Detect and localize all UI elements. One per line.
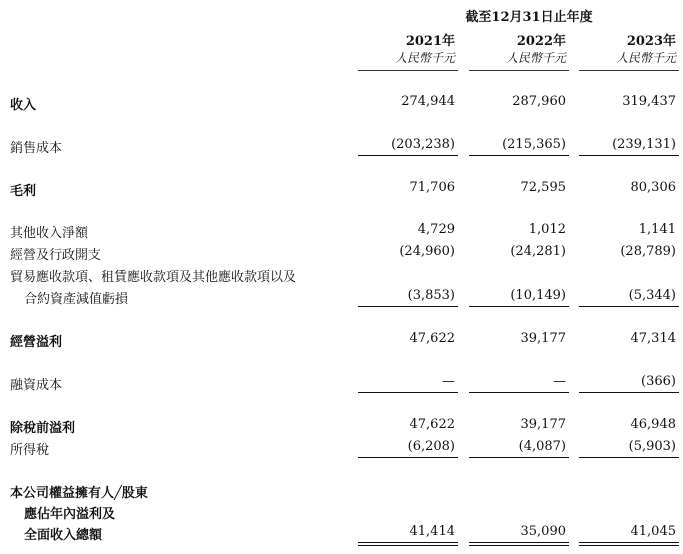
value-impairment-2021: (3,853): [407, 288, 455, 303]
value-other-income-2021: 4,729: [417, 222, 455, 237]
subtotal-rule: [358, 306, 458, 307]
value-finance-costs-2022: —: [553, 374, 566, 389]
value-total-comprehensive-income-2023: 41,045: [630, 524, 676, 539]
year-header-2022: 2022年: [516, 34, 566, 49]
period-header: 截至12月31日止年度: [465, 10, 593, 25]
total-double-rule: [469, 542, 569, 546]
value-operating-profit-2023: 47,314: [630, 331, 676, 346]
year-header-2023: 2023年: [626, 34, 676, 49]
value-income-tax-2021: (6,208): [407, 439, 455, 454]
value-revenue-2023: 319,437: [622, 94, 676, 109]
value-cost-of-sales-2021: (203,238): [391, 137, 455, 152]
value-cost-of-sales-2023: (239,131): [612, 137, 676, 152]
value-cost-of-sales-2022: (215,365): [502, 137, 566, 152]
row-label-operating-profit: 經營溢利: [10, 335, 63, 350]
subtotal-rule: [579, 306, 679, 307]
row-label-finance-costs: 融資成本: [10, 378, 63, 393]
value-revenue-2021: 274,944: [401, 94, 455, 109]
subtotal-rule: [469, 155, 569, 156]
value-revenue-2022: 287,960: [512, 94, 566, 109]
value-profit-before-tax-2023: 46,948: [630, 417, 676, 432]
value-gross-profit-2021: 71,706: [409, 180, 455, 195]
subtotal-rule: [469, 392, 569, 393]
subtotal-rule: [469, 457, 569, 458]
total-double-rule: [358, 542, 458, 546]
unit-label-2022: 人民幣千元: [505, 51, 566, 65]
value-admin-expenses-2023: (28,789): [620, 244, 676, 259]
row-label-admin-expenses: 經營及行政開支: [10, 248, 102, 263]
value-admin-expenses-2021: (24,960): [399, 244, 455, 259]
subtotal-rule: [579, 155, 679, 156]
value-impairment-2022: (10,149): [510, 288, 566, 303]
row-label-gross-profit: 毛利: [10, 184, 37, 199]
value-admin-expenses-2022: (24,281): [510, 244, 566, 259]
row-label-attributable-line1: 本公司權益擁有人╱股東: [10, 486, 148, 501]
value-gross-profit-2022: 72,595: [520, 180, 566, 195]
row-label-attributable-line2: 應佔年內溢利及: [24, 507, 116, 522]
unit-label-2023: 人民幣千元: [615, 51, 676, 65]
value-profit-before-tax-2021: 47,622: [409, 417, 455, 432]
value-other-income-2023: 1,141: [638, 222, 676, 237]
value-profit-before-tax-2022: 39,177: [520, 417, 566, 432]
row-label-impairment-line1: 貿易應收款項、租賃應收款項及其他應收款項以及: [10, 270, 297, 285]
unit-label-2021: 人民幣千元: [394, 51, 455, 65]
value-finance-costs-2023: (366): [641, 374, 676, 389]
subtotal-rule: [579, 457, 679, 458]
row-label-profit-before-tax: 除稅前溢利: [10, 421, 76, 436]
subtotal-rule: [469, 306, 569, 307]
year-header-2021: 2021年: [405, 34, 455, 49]
subtotal-rule: [358, 457, 458, 458]
value-other-income-2022: 1,012: [528, 222, 566, 237]
value-income-tax-2023: (5,903): [628, 439, 676, 454]
subtotal-rule: [358, 155, 458, 156]
header-underline: [579, 70, 679, 71]
value-finance-costs-2021: —: [442, 374, 455, 389]
total-double-rule: [579, 542, 679, 546]
value-total-comprehensive-income-2022: 35,090: [520, 524, 566, 539]
value-operating-profit-2022: 39,177: [520, 331, 566, 346]
header-underline: [358, 70, 458, 71]
value-gross-profit-2023: 80,306: [630, 180, 676, 195]
value-income-tax-2022: (4,087): [518, 439, 566, 454]
row-label-attributable-line3: 全面收入總額: [24, 528, 103, 543]
row-label-revenue: 收入: [10, 98, 37, 113]
header-underline: [469, 70, 569, 71]
row-label-cost-of-sales: 銷售成本: [10, 141, 63, 156]
value-total-comprehensive-income-2021: 41,414: [409, 524, 455, 539]
value-operating-profit-2021: 47,622: [409, 331, 455, 346]
row-label-other-income: 其他收入淨額: [10, 226, 89, 241]
row-label-impairment-line2: 合約資產減值虧損: [24, 292, 129, 307]
value-impairment-2023: (5,344): [628, 288, 676, 303]
row-label-income-tax: 所得稅: [10, 443, 50, 458]
subtotal-rule: [579, 392, 679, 393]
subtotal-rule: [358, 392, 458, 393]
